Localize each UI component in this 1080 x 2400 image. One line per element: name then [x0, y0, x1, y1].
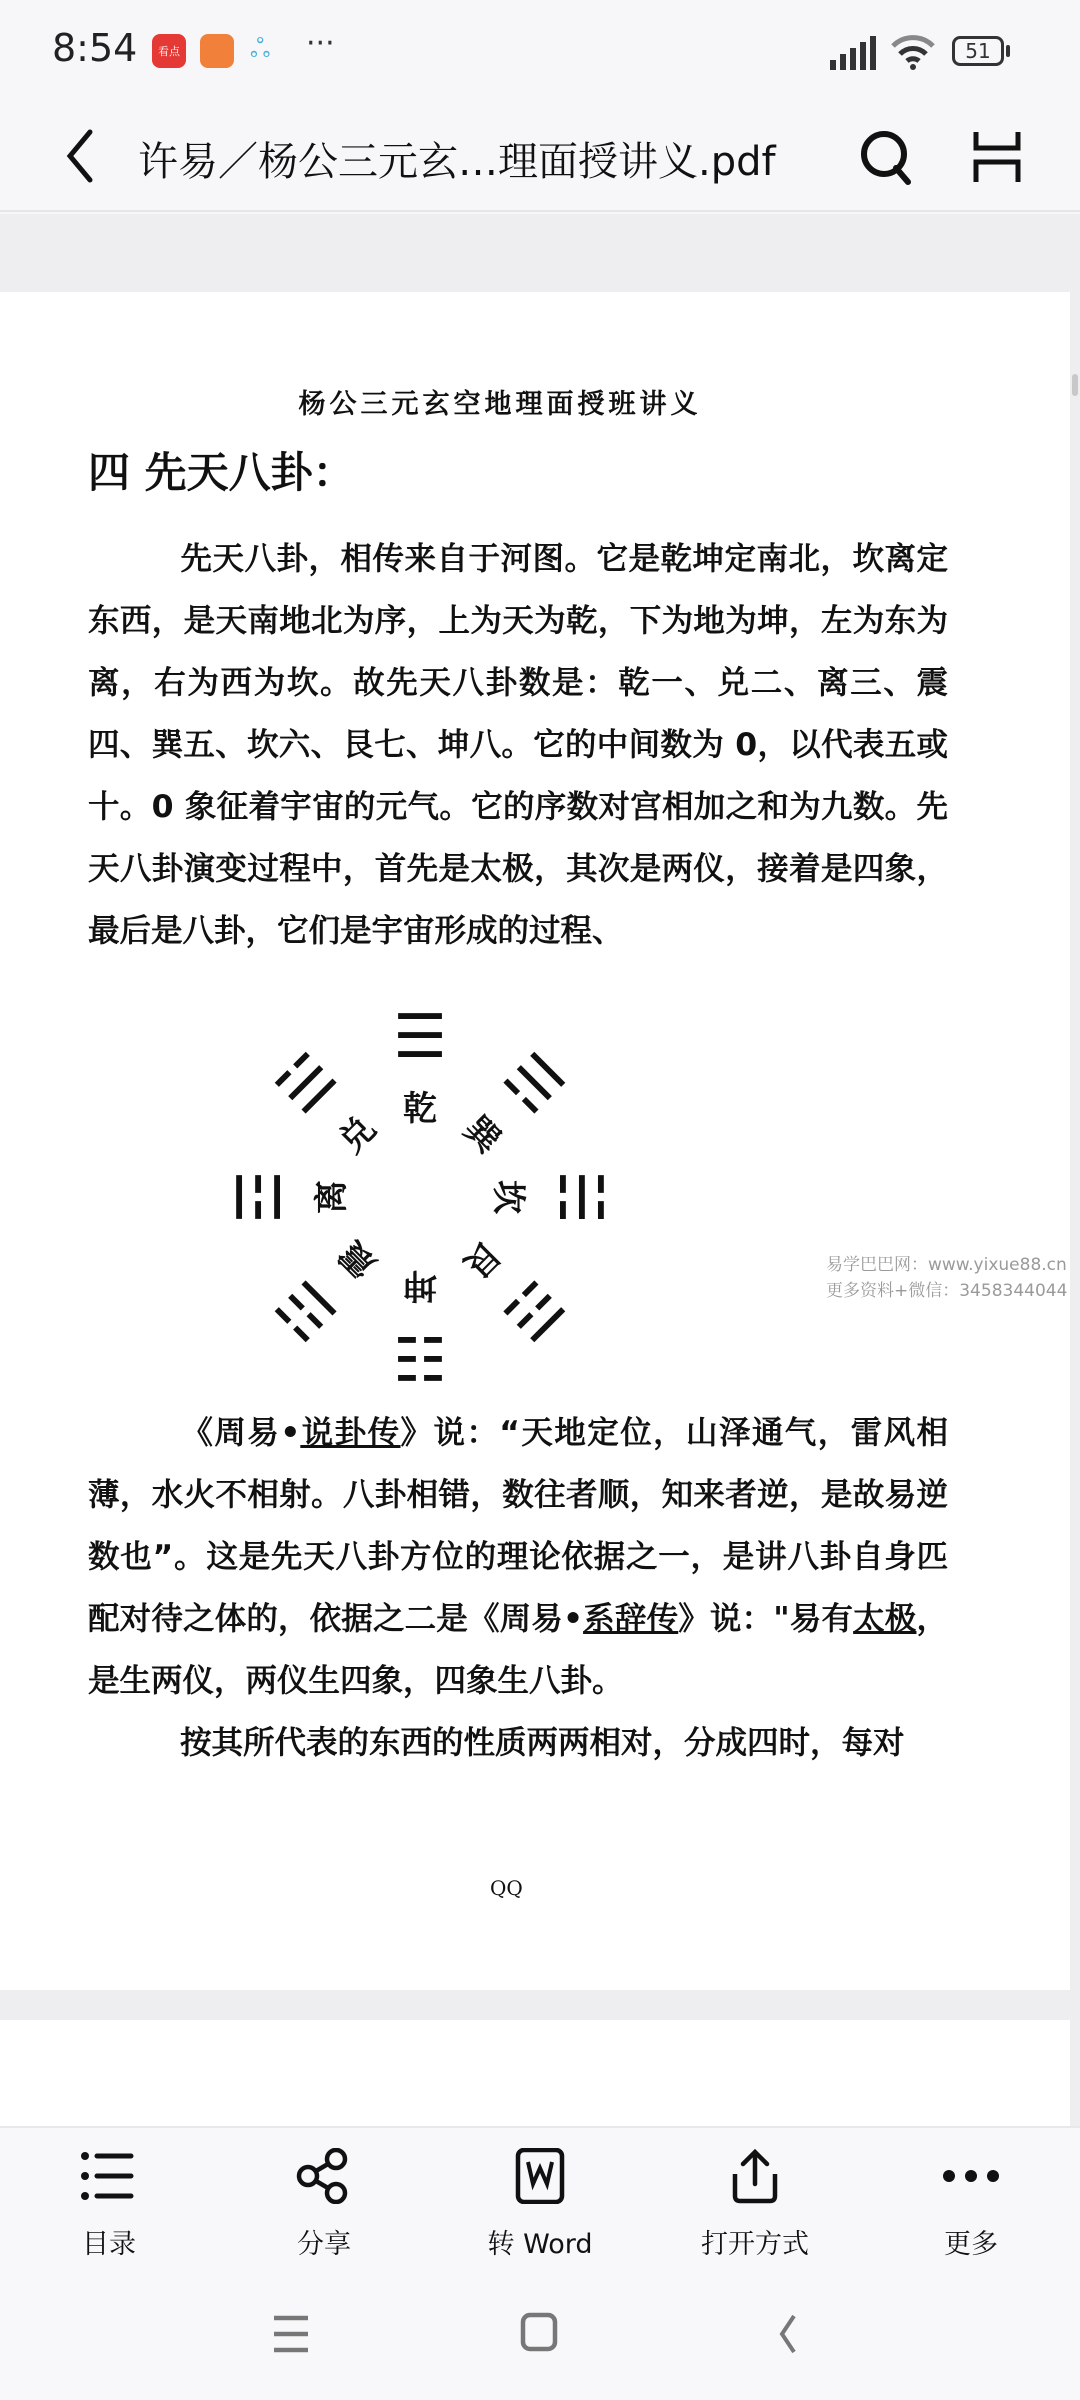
convert-word-label: 转 Word: [487, 2229, 593, 2260]
system-nav-bar: [0, 2276, 1080, 2400]
search-button[interactable]: [858, 128, 914, 188]
document-header: 杨公三元玄空地理面授班讲义: [298, 389, 702, 420]
more-notifications-icon: ···: [306, 26, 335, 61]
underlined-term: 太极: [853, 1601, 917, 1637]
text: 》说："易有: [678, 1601, 854, 1637]
paragraph-3-text: 按其所代表的东西的性质两两相对，分成四时，每对: [180, 1725, 905, 1761]
nav-back-button[interactable]: [772, 2312, 802, 2356]
trigram-kan: ☵: [545, 1170, 615, 1224]
layout-toggle-button[interactable]: [970, 130, 1024, 184]
share-icon: [294, 2148, 354, 2204]
underlined-term: 说卦传: [300, 1415, 401, 1451]
watermark-line-2: 更多资料+微信：3458344044: [826, 1281, 1068, 1301]
trigram-label-gen: 艮: [456, 1233, 509, 1286]
word-icon: [510, 2148, 570, 2204]
signal-icon: [830, 36, 880, 70]
paragraph-1-text: 先天八卦，相传来自于河图。它是乾坤定南北，坎离定东西，是天南地北为序，上为天为乾，下为地为坤，左为东为离，右为西为坎。故先天八卦数是：乾一、兑二、离三、震四、巽五、坎六、艮七、坤八。它的中间数为 0，以代表五或十。0 象征着宇宙的元气。它的序数对宫相加之和为九数。先天八卦演变过程中，首先是太极，其次是两仪，接着是四象，最后是八卦，它们是宇宙形成的过程、: [88, 541, 948, 949]
paragraph-3: [88, 1712, 948, 1774]
trigram-gen: ☶: [489, 1266, 577, 1354]
clock: 8:54: [52, 26, 138, 70]
wifi-icon: [890, 34, 936, 70]
open-with-button[interactable]: [670, 2148, 840, 2261]
trigram-label-dui: 兑: [331, 1108, 384, 1161]
trigram-kun: ☷: [393, 1322, 447, 1392]
share-label: 分享: [297, 2229, 351, 2260]
convert-word-button[interactable]: [455, 2148, 625, 2261]
pdf-page-next: [0, 2020, 1070, 2126]
scrollbar[interactable]: [1072, 374, 1078, 396]
bagua-diagram: [200, 997, 640, 1397]
trigram-label-kan: 坎: [488, 1180, 528, 1214]
trigram-label-qian: 乾: [403, 1089, 437, 1129]
trigram-label-li: 离: [312, 1180, 352, 1214]
pdf-viewer[interactable]: [0, 214, 1080, 2126]
text: 《周易•: [180, 1415, 301, 1451]
trigram-xun: ☴: [489, 1040, 577, 1128]
top-toolbar: [0, 100, 1080, 212]
open-with-label: 打开方式: [701, 2229, 809, 2260]
trigram-label-kun: 坤: [403, 1265, 437, 1305]
page-number: QQ: [490, 1876, 523, 1900]
trigram-label-xun: 巽: [456, 1108, 509, 1161]
text: 》说：“天地定位，山泽通气，雷风相薄，水火不相射。八卦相错，数往者顺，知来者逆，是故易逆数也”。这是先天八卦方位的理论依据之一，是讲八卦自身匹配对待之体的，依据之二是《周易•: [88, 1415, 948, 1637]
cloud-app-icon: ஃ: [250, 34, 271, 64]
status-bar: [0, 0, 1080, 100]
battery-tip: [1006, 45, 1010, 57]
document-title: 许易／杨公三元玄…理面授讲义.pdf: [138, 139, 776, 185]
more-label: 更多: [944, 2229, 998, 2260]
watermark: [826, 1252, 1067, 1304]
trigram-zhen: ☳: [263, 1266, 351, 1354]
watermark-line-1: 易学巴巴网：www.yixue88.cn: [826, 1255, 1067, 1275]
toc-label: 目录: [82, 2229, 136, 2260]
underlined-term: 系辞传: [583, 1601, 679, 1637]
kandian-app-icon: 看点: [152, 34, 186, 68]
paragraph-2: [88, 1402, 948, 1712]
home-button[interactable]: [520, 2312, 560, 2354]
back-button[interactable]: [60, 128, 100, 184]
more-icon: [941, 2148, 1001, 2204]
recent-apps-button[interactable]: [270, 2314, 314, 2354]
trigram-dui: ☱: [263, 1040, 351, 1128]
pdf-page: [0, 292, 1070, 1990]
bottom-toolbar: [0, 2126, 1080, 2276]
trigram-label-zhen: 震: [331, 1233, 384, 1286]
open-with-icon: [725, 2148, 785, 2204]
toc-button[interactable]: [24, 2148, 194, 2261]
more-button[interactable]: [886, 2148, 1056, 2261]
section-heading: 四 先天八卦：: [88, 448, 355, 497]
share-button[interactable]: [239, 2148, 409, 2261]
trigram-qian: ☰: [393, 1002, 447, 1072]
paragraph-1: [88, 528, 948, 962]
trigram-li: ☲: [225, 1170, 295, 1224]
shop-app-icon: [200, 34, 234, 68]
text: ，是生两仪，两仪生四象，四象生八卦。: [88, 1601, 948, 1699]
battery-indicator: 51: [952, 36, 1004, 66]
list-icon: [79, 2148, 139, 2204]
